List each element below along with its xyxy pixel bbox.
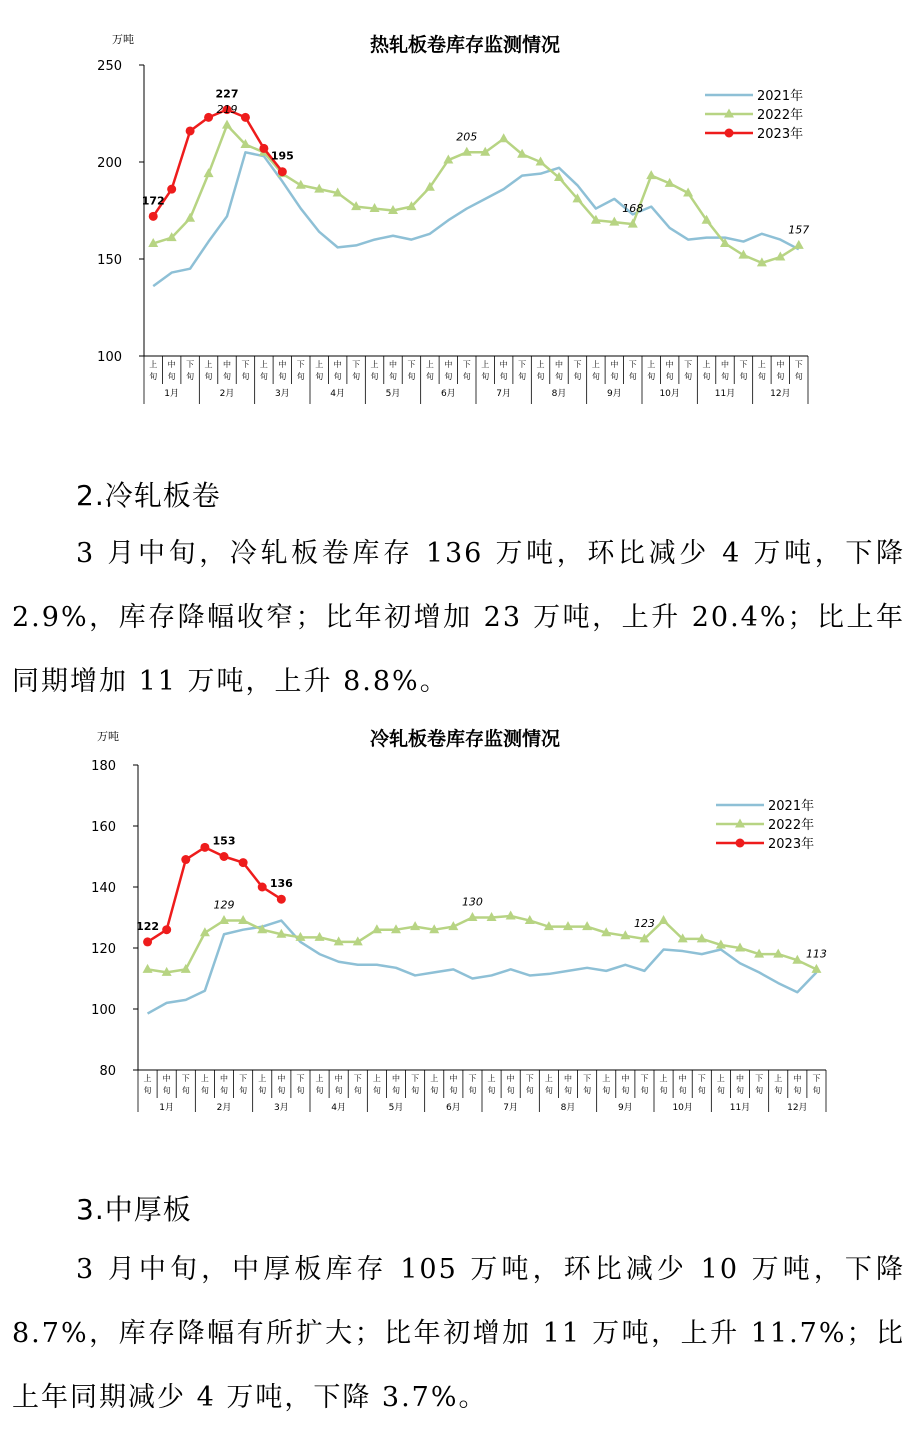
x-tick-label: 旬 <box>573 372 582 381</box>
series-line-2023年 <box>153 110 282 217</box>
data-point <box>259 144 268 153</box>
x-tick-label: 旬 <box>544 1086 553 1095</box>
x-tick-label: 上 <box>716 1074 725 1083</box>
data-point <box>181 855 190 864</box>
x-tick-label: 下 <box>583 1074 592 1083</box>
x-tick-label: 中 <box>678 1074 687 1083</box>
series-line-2021年 <box>153 149 799 286</box>
x-tick-label: 上 <box>259 360 268 369</box>
data-point <box>277 895 286 904</box>
x-tick-label: 中 <box>392 1074 400 1083</box>
x-tick-label: 旬 <box>583 1086 592 1095</box>
x-tick-label: 下 <box>296 1074 305 1083</box>
x-tick-label: 上 <box>149 360 158 369</box>
x-tick-label: 旬 <box>487 1086 496 1095</box>
legend-entry: 2021年 <box>768 799 815 814</box>
chart-svg <box>0 722 917 1112</box>
data-point <box>204 113 213 122</box>
x-month-label: 12月 <box>770 389 791 399</box>
x-tick-label: 旬 <box>774 1086 783 1095</box>
x-tick-label: 旬 <box>241 372 250 381</box>
y-tick-label: 100 <box>97 350 122 365</box>
x-tick-label: 下 <box>640 1074 649 1083</box>
chart-title: 热轧板卷库存监测情况 <box>369 34 561 56</box>
x-tick-label: 旬 <box>167 372 176 381</box>
x-month-label: 8月 <box>560 1103 576 1112</box>
x-tick-label: 下 <box>296 360 305 369</box>
x-month-label: 2月 <box>219 389 235 399</box>
x-tick-label: 下 <box>518 360 527 369</box>
x-tick-label: 旬 <box>200 1086 209 1095</box>
x-tick-label: 旬 <box>684 372 693 381</box>
x-tick-label: 中 <box>167 360 176 369</box>
chart-title: 冷轧板卷库存监测情况 <box>369 728 561 750</box>
x-month-label: 1月 <box>159 1103 175 1112</box>
x-tick-label: 上 <box>647 360 656 369</box>
y-tick-label: 100 <box>91 1003 116 1018</box>
data-label: 136 <box>269 877 293 891</box>
data-label: 123 <box>633 916 655 930</box>
data-label: 168 <box>622 202 644 216</box>
x-tick-label: 旬 <box>755 1086 764 1095</box>
data-label: 153 <box>212 834 236 848</box>
data-label: 113 <box>805 947 827 961</box>
data-point <box>278 167 287 176</box>
x-tick-label: 下 <box>239 1074 248 1083</box>
x-tick-label: 中 <box>555 360 563 369</box>
data-point <box>499 133 509 142</box>
x-tick-label: 中 <box>736 1074 744 1083</box>
x-tick-label: 旬 <box>204 372 213 381</box>
x-tick-label: 上 <box>200 1074 209 1083</box>
data-point <box>200 843 209 852</box>
x-month-label: 9月 <box>606 389 622 399</box>
x-tick-label: 上 <box>602 1074 611 1083</box>
x-tick-label: 下 <box>812 1074 821 1083</box>
x-tick-label: 旬 <box>239 1086 248 1095</box>
y-tick-label: 140 <box>91 881 116 896</box>
x-tick-label: 下 <box>407 360 416 369</box>
x-tick-label: 旬 <box>678 1086 687 1095</box>
x-month-label: 7月 <box>496 389 512 399</box>
hot-rolled-inventory-chart <box>0 25 917 410</box>
x-month-label: 5月 <box>388 1103 404 1112</box>
x-tick-label: 中 <box>334 1074 343 1083</box>
x-tick-label: 旬 <box>716 1086 725 1095</box>
x-tick-label: 旬 <box>333 372 342 381</box>
data-point <box>222 120 232 129</box>
x-tick-label: 旬 <box>149 372 158 381</box>
x-tick-label: 旬 <box>564 1086 572 1095</box>
data-label: 157 <box>788 223 810 237</box>
x-tick-label: 旬 <box>389 372 397 381</box>
legend-entry: 2022年 <box>757 108 804 123</box>
x-tick-label: 旬 <box>296 372 305 381</box>
y-unit-label: 万吨 <box>112 33 134 46</box>
x-tick-label: 旬 <box>372 1086 381 1095</box>
x-tick-label: 旬 <box>499 372 508 381</box>
x-tick-label: 旬 <box>518 372 527 381</box>
y-tick-label: 160 <box>91 820 116 835</box>
x-tick-label: 旬 <box>812 1086 821 1095</box>
x-tick-label: 上 <box>204 360 213 369</box>
x-tick-label: 旬 <box>352 372 361 381</box>
x-tick-label: 中 <box>220 1074 228 1083</box>
paragraph-medium-plate: 3 月中旬，中厚板库存 105 万吨，环比减少 10 万吨，下降 8.7%，库存降幅有所扩大；比年初增加 11 万吨，上升 11.7%；比上年同期减少 4 万吨，下降 3.7%。 <box>12 1254 905 1413</box>
section-heading-cold-rolled: 2.冷轧板卷 <box>76 479 221 512</box>
x-tick-label: 旬 <box>468 1086 477 1095</box>
x-tick-label: 中 <box>278 360 287 369</box>
x-tick-label: 旬 <box>776 372 785 381</box>
x-tick-label: 旬 <box>449 1086 458 1095</box>
x-tick-label: 旬 <box>665 372 674 381</box>
x-month-label: 6月 <box>440 389 456 399</box>
x-tick-label: 旬 <box>430 1086 439 1095</box>
x-month-label: 5月 <box>385 389 401 399</box>
x-tick-label: 旬 <box>721 372 729 381</box>
x-month-label: 3月 <box>274 389 290 399</box>
x-tick-label: 中 <box>162 1074 171 1083</box>
x-tick-label: 中 <box>721 360 729 369</box>
x-tick-label: 下 <box>794 360 803 369</box>
data-label: 219 <box>216 103 238 117</box>
x-tick-label: 上 <box>370 360 379 369</box>
x-tick-label: 下 <box>755 1074 764 1083</box>
x-tick-label: 旬 <box>793 1086 802 1095</box>
data-point <box>351 201 361 210</box>
legend-entry: 2023年 <box>768 837 815 852</box>
x-tick-label: 旬 <box>462 372 471 381</box>
x-tick-label: 下 <box>525 1074 534 1083</box>
x-tick-label: 上 <box>481 360 490 369</box>
data-point <box>239 858 248 867</box>
data-label: 172 <box>141 194 165 208</box>
chart-svg <box>0 25 917 410</box>
series-line-2022年 <box>153 125 799 263</box>
x-tick-label: 上 <box>315 1074 324 1083</box>
x-tick-label: 中 <box>389 360 397 369</box>
x-tick-label: 中 <box>333 360 342 369</box>
x-tick-label: 旬 <box>277 1086 286 1095</box>
x-month-label: 9月 <box>617 1103 633 1112</box>
x-month-label: 12月 <box>787 1103 808 1112</box>
data-point <box>220 852 229 861</box>
x-tick-label: 中 <box>499 360 508 369</box>
legend-marker <box>725 129 734 138</box>
x-tick-label: 旬 <box>407 372 416 381</box>
x-tick-label: 旬 <box>143 1086 152 1095</box>
x-tick-label: 下 <box>181 1074 190 1083</box>
section-heading-medium-plate: 3.中厚板 <box>76 1193 192 1226</box>
x-tick-label: 旬 <box>702 372 711 381</box>
x-tick-label: 旬 <box>628 372 637 381</box>
x-tick-label: 旬 <box>640 1086 649 1095</box>
x-tick-label: 上 <box>774 1074 783 1083</box>
x-tick-label: 旬 <box>315 372 324 381</box>
legend-marker <box>736 839 745 848</box>
x-tick-label: 上 <box>372 1074 381 1083</box>
x-tick-label: 下 <box>241 360 250 369</box>
x-tick-label: 下 <box>462 360 471 369</box>
data-label: 227 <box>215 87 239 101</box>
y-tick-label: 150 <box>97 253 122 268</box>
x-tick-label: 旬 <box>610 372 619 381</box>
data-label: 195 <box>270 149 294 163</box>
x-tick-label: 旬 <box>278 372 287 381</box>
x-tick-label: 旬 <box>162 1086 171 1095</box>
data-point <box>506 910 516 919</box>
x-tick-label: 旬 <box>736 1086 744 1095</box>
x-tick-label: 旬 <box>647 372 656 381</box>
x-tick-label: 中 <box>665 360 674 369</box>
x-tick-label: 旬 <box>697 1086 706 1095</box>
legend-entry: 2021年 <box>757 89 804 104</box>
x-tick-label: 旬 <box>181 1086 190 1095</box>
x-month-label: 2月 <box>216 1103 232 1112</box>
legend-entry: 2022年 <box>768 818 815 833</box>
x-tick-label: 旬 <box>223 372 231 381</box>
paragraph-cold-rolled: 3 月中旬，冷轧板卷库存 136 万吨，环比减少 4 万吨，下降 2.9%，库存降幅收窄；比年初增加 23 万吨，上升 20.4%；比上年同期增加 11 万吨，上升 8.8%。 <box>12 538 905 697</box>
x-tick-label: 中 <box>277 1074 286 1083</box>
x-tick-label: 下 <box>573 360 582 369</box>
x-month-label: 10月 <box>672 1103 693 1112</box>
x-tick-label: 旬 <box>525 1086 534 1095</box>
x-tick-label: 上 <box>315 360 324 369</box>
data-point <box>185 213 195 222</box>
x-tick-label: 旬 <box>315 1086 324 1095</box>
x-tick-label: 上 <box>659 1074 668 1083</box>
x-tick-label: 旬 <box>621 1086 630 1095</box>
data-point <box>258 883 267 892</box>
data-point <box>241 113 250 122</box>
cold-rolled-inventory-chart <box>0 722 917 1112</box>
x-tick-label: 旬 <box>220 1086 228 1095</box>
x-tick-label: 中 <box>564 1074 572 1083</box>
x-tick-label: 旬 <box>353 1086 362 1095</box>
x-tick-label: 旬 <box>425 372 434 381</box>
x-tick-label: 旬 <box>602 1086 611 1095</box>
x-tick-label: 下 <box>628 360 637 369</box>
legend-entry: 2023年 <box>757 127 804 142</box>
data-label: 130 <box>461 895 483 909</box>
x-month-label: 4月 <box>330 389 346 399</box>
x-tick-label: 中 <box>621 1074 630 1083</box>
x-tick-label: 旬 <box>481 372 490 381</box>
x-tick-label: 旬 <box>296 1086 305 1095</box>
x-tick-label: 旬 <box>186 372 195 381</box>
x-tick-label: 下 <box>684 360 693 369</box>
x-tick-label: 上 <box>591 360 600 369</box>
x-month-label: 3月 <box>273 1103 289 1112</box>
data-point <box>794 240 804 249</box>
x-tick-label: 上 <box>702 360 711 369</box>
x-tick-label: 旬 <box>659 1086 668 1095</box>
x-month-label: 8月 <box>551 389 567 399</box>
series-line-2022年 <box>148 916 817 972</box>
x-tick-label: 上 <box>258 1074 267 1083</box>
x-tick-label: 旬 <box>591 372 600 381</box>
x-tick-label: 旬 <box>411 1086 420 1095</box>
x-tick-label: 下 <box>186 360 195 369</box>
x-tick-label: 下 <box>739 360 748 369</box>
data-point <box>149 212 158 221</box>
x-tick-label: 下 <box>697 1074 706 1083</box>
x-month-label: 11月 <box>729 1103 751 1112</box>
x-tick-label: 旬 <box>536 372 545 381</box>
series-line-2021年 <box>148 921 817 1014</box>
x-tick-label: 旬 <box>794 372 803 381</box>
x-month-label: 4月 <box>331 1103 347 1112</box>
x-tick-label: 下 <box>352 360 361 369</box>
data-label: 129 <box>213 898 235 912</box>
data-point <box>646 170 656 179</box>
x-tick-label: 中 <box>449 1074 458 1083</box>
x-tick-label: 下 <box>468 1074 477 1083</box>
data-point <box>186 126 195 135</box>
x-tick-label: 旬 <box>444 372 453 381</box>
x-tick-label: 中 <box>793 1074 802 1083</box>
x-tick-label: 上 <box>544 1074 553 1083</box>
x-tick-label: 旬 <box>739 372 748 381</box>
data-label: 205 <box>456 130 478 144</box>
x-month-label: 11月 <box>714 389 736 399</box>
data-point <box>410 921 420 930</box>
x-month-label: 1月 <box>164 389 180 399</box>
data-label: 122 <box>136 919 160 933</box>
x-tick-label: 旬 <box>334 1086 343 1095</box>
y-tick-label: 200 <box>97 156 122 171</box>
x-month-label: 6月 <box>445 1103 461 1112</box>
x-tick-label: 中 <box>444 360 453 369</box>
x-tick-label: 旬 <box>506 1086 515 1095</box>
x-tick-label: 下 <box>411 1074 420 1083</box>
data-point <box>204 168 214 177</box>
data-point <box>162 925 171 934</box>
x-tick-label: 中 <box>610 360 619 369</box>
x-month-label: 10月 <box>659 389 680 399</box>
data-point <box>143 964 153 973</box>
x-tick-label: 旬 <box>392 1086 400 1095</box>
x-tick-label: 上 <box>430 1074 439 1083</box>
x-tick-label: 下 <box>353 1074 362 1083</box>
y-tick-label: 250 <box>97 59 122 74</box>
data-point <box>143 937 152 946</box>
x-tick-label: 上 <box>757 360 766 369</box>
x-tick-label: 旬 <box>757 372 766 381</box>
x-tick-label: 旬 <box>258 1086 267 1095</box>
y-unit-label: 万吨 <box>97 730 119 743</box>
y-tick-label: 120 <box>91 942 116 957</box>
x-month-label: 7月 <box>503 1103 519 1112</box>
x-tick-label: 旬 <box>555 372 563 381</box>
x-tick-label: 旬 <box>259 372 268 381</box>
x-tick-label: 中 <box>506 1074 515 1083</box>
x-tick-label: 上 <box>425 360 434 369</box>
data-point <box>167 185 176 194</box>
y-tick-label: 80 <box>99 1064 116 1079</box>
x-tick-label: 中 <box>223 360 231 369</box>
x-tick-label: 上 <box>143 1074 152 1083</box>
data-point <box>659 915 669 924</box>
x-tick-label: 上 <box>536 360 545 369</box>
x-tick-label: 中 <box>776 360 785 369</box>
x-tick-label: 旬 <box>370 372 379 381</box>
y-tick-label: 180 <box>91 759 116 774</box>
x-tick-label: 上 <box>487 1074 496 1083</box>
